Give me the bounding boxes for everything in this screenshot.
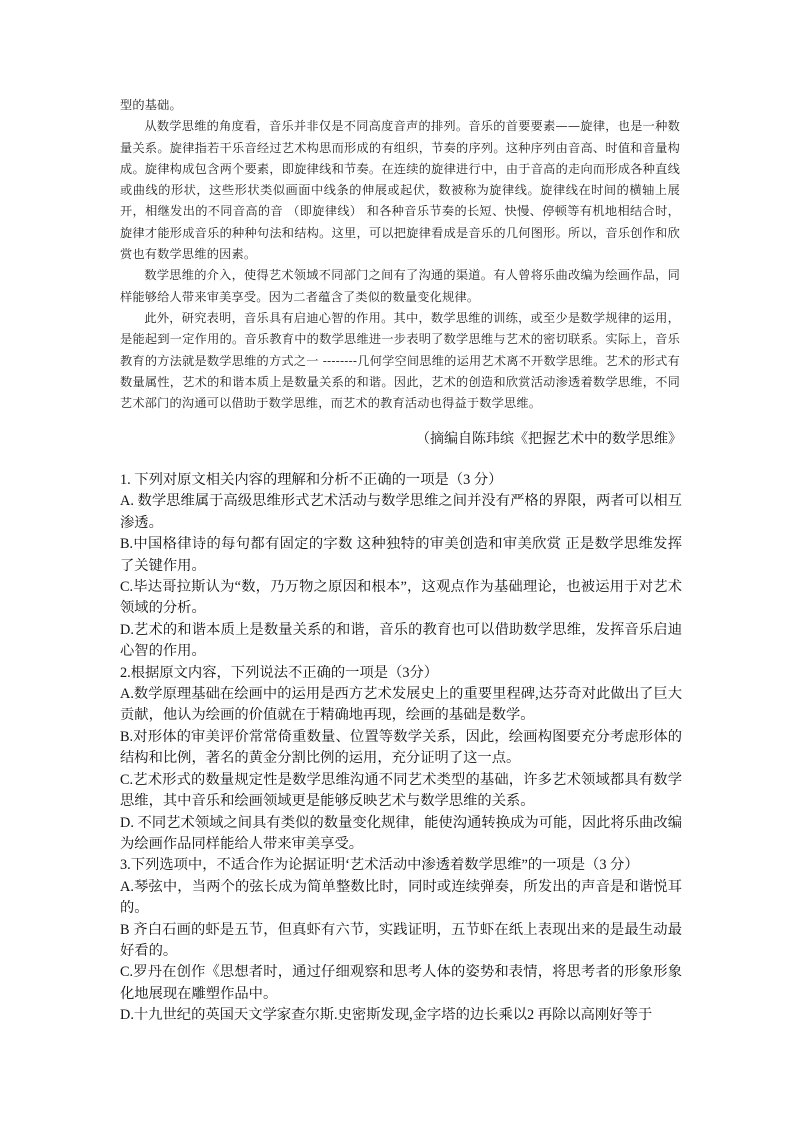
question-2-option-a: A.数学原理基础在绘画中的运用是西方艺术发展史上的重要里程碑,达芬奇对此做出了巨大贡献，他认为绘画的价值就在于精确地再现，绘画的基础是数学。	[120, 686, 682, 724]
question-3-option-a: A.琴弦中，当两个的弦长成为简单整数比时，同时或连续弹奏，所发出的声音是和谐悦耳的。	[120, 878, 682, 917]
question-2-stem: 2.根据原文内容，下列说法不正确的一项是（3分）	[120, 664, 439, 681]
passage-source: （摘编自陈玮缤《把握艺术中的数学思维》	[416, 432, 682, 447]
question-2-option-d: D. 不同艺术领域之间具有类似的数量变化规律，能使沟通转换成为可能，因此将乐曲改编为绘画作品同样能给人带来审美享受。	[120, 814, 682, 852]
question-1-stem: 1. 下列对原文相关内容的理解和分析不正确的一项是（3 分）	[120, 472, 503, 488]
passage-paragraph-3: 此外，研究表明，音乐具有启迪心智的作用。其中，数学思维的训练，或至少是数学规律的运用，是能起到一定作用的。音乐教育中的数学思维进一步表明了数学思维与艺术的密切联系。实际上，音乐教育的方法就是数学思维的方式之一 --------几何学空间思维的运用艺术离不开数学思维。艺术的形式有数量属性，艺术的和谐本质上是数量关系的和谐。因此，艺术的创造和欣赏活动渗透着数学思维，不同艺术部门的沟通可以借助于数学思维，而艺术的教育活动也得益于数学思维。	[120, 310, 680, 411]
question-1-option-c: C.毕达哥拉斯认为“数，乃万物之原因和根本”，这观点作为基础理论，也被运用于对艺术领域的分析。	[120, 579, 682, 617]
question-3-stem: 3.下列选项中，不适合作为论据证明‘艺术活动中渗透着数学思维”的一项是（3 分）	[120, 857, 639, 874]
question-1-option-b: B.中国格律诗的每句都有固定的字数 这种独特的审美创造和审美欣赏 正是数学思维发挥了关键作用。	[120, 536, 682, 574]
passage-paragraph-1: 从数学思维的角度看，音乐并非仅是不同高度音声的排列。音乐的首要要素——旋律，也是一种数量关系。旋律指若干乐音经过艺术构思而形成的有组织，节奏的序列。这种序列由音高、时值和音量构成。旋律构成包含两个要素，即旋律线和节奏。在连续的旋律进行中，由于音高的走向而形成各种直线或曲线的形状，这些形状类似画面中线条的伸展或起伏，数被称为旋律线。旋律线在时间的横轴上展开，相继发出的不同音高的音 （即旋律线） 和各种音乐节奏的长短、快慢、停顿等有机地相结合时，旋律才能形成音乐的种种句法和结构。这里，可以把旋律看成是音乐的几何图形。所以，音乐创作和欣赏也有数学思维的因素。	[120, 119, 680, 262]
question-1-option-a: A. 数学思维属于高级思维形式艺术活动与数学思维之间并没有严格的界限，两者可以相互渗透。	[120, 493, 682, 531]
question-3-option-b: B 齐白石画的虾是五节，但真虾有六节，实践证明，五节虾在纸上表现出来的是最生动最好看的。	[120, 921, 682, 959]
question-2-option-b: B.对形体的审美评价常常倚重数量、位置等数学关系，因此，绘画构图要充分考虑形体的结构和比例，著名的黄金分割比例的运用，充分证明了这一点。	[120, 728, 682, 767]
question-3-option-d: D.十九世纪的英国天文学家查尔斯.史密斯发现,金字塔的边长乘以2 再除以高刚好等于	[120, 1007, 653, 1024]
passage-paragraph-2: 数学思维的介入，使得艺术领域不同部门之间有了沟通的渠道。有人曾将乐曲改编为绘画作品，同样能够给人带来审美享受。因为二者蕴含了类似的数量变化规律。	[120, 268, 680, 304]
passage-text	[120, 95, 680, 414]
question-list	[120, 470, 682, 1027]
question-1-option-d: D.艺术的和谐本质上是数量关系的和谐，音乐的教育也可以借助数学思维，发挥音乐启迪心智的作用。	[120, 621, 682, 660]
question-2-option-c: C.艺术形式的数量规定性是数学思维沟通不同艺术类型的基础，许多艺术领域都具有数学思维，其中音乐和绘画领域更是能够反映艺术与数学思维的关系。	[120, 771, 682, 810]
question-3-option-c: C.罗丹在创作《思想者时，通过仔细观察和思考人体的姿势和表情，将思考者的形象形象化地展现在雕塑作品中。	[120, 964, 682, 1002]
passage-paragraph-0: 型的基础。	[120, 98, 182, 112]
